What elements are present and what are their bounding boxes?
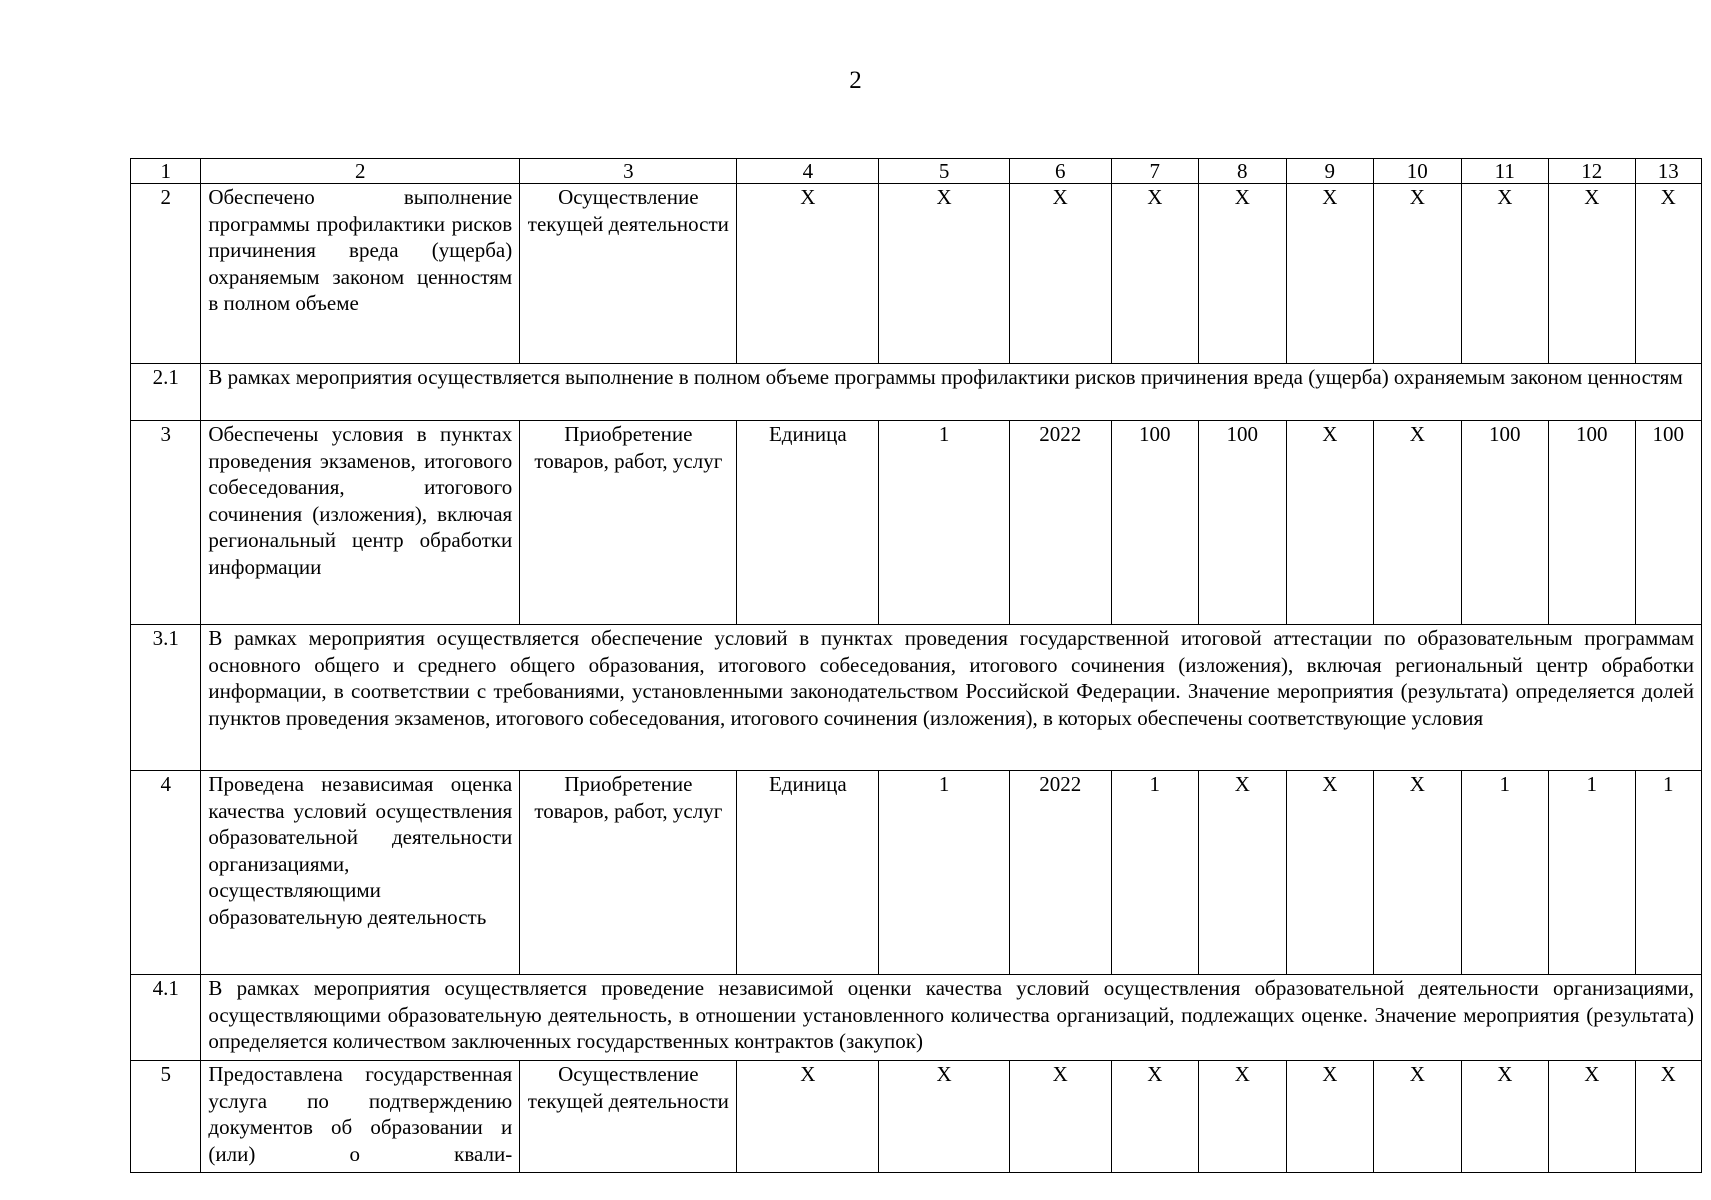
value-cell-col-5: 1 bbox=[879, 421, 1010, 625]
table-header-row bbox=[131, 159, 1702, 184]
value-cell-col-4: Единица bbox=[737, 771, 879, 975]
value-cell-col-9: X bbox=[1286, 421, 1374, 625]
column-number-8: 8 bbox=[1199, 159, 1287, 184]
value-cell-col-10: X bbox=[1374, 1061, 1462, 1173]
value-cell-col-4: X bbox=[737, 184, 879, 364]
value-cell-col-7: 1 bbox=[1111, 771, 1199, 975]
event-description: В рамках мероприятия осуществляется проведение независимой оценки качества условий осуществления образовательной деятельности организациями, осуществляющими образовательную деятельность, в отношении установленного количества организаций, подлежащих оценке. Значение мероприятия (результата) определяется количеством заключенных государственных контрактов (закупок) bbox=[201, 975, 1702, 1061]
column-number-10: 10 bbox=[1374, 159, 1462, 184]
result-type: Осуществление текущей деятельности bbox=[520, 1061, 737, 1173]
value-cell-col-9: X bbox=[1286, 1061, 1374, 1173]
column-number-13: 13 bbox=[1635, 159, 1701, 184]
value-cell-col-5: X bbox=[879, 1061, 1010, 1173]
column-number-7: 7 bbox=[1111, 159, 1199, 184]
value-cell-col-13: X bbox=[1635, 1061, 1701, 1173]
value-cell-col-4: Единица bbox=[737, 421, 879, 625]
description-row bbox=[131, 625, 1702, 771]
value-cell-col-13: X bbox=[1635, 184, 1701, 364]
description-row bbox=[131, 975, 1702, 1061]
column-number-9: 9 bbox=[1286, 159, 1374, 184]
value-cell-col-11: 100 bbox=[1461, 421, 1549, 625]
result-row bbox=[131, 1061, 1702, 1173]
description-row bbox=[131, 364, 1702, 421]
value-cell-col-11: X bbox=[1461, 1061, 1549, 1173]
value-cell-col-8: X bbox=[1199, 771, 1287, 975]
column-number-3: 3 bbox=[520, 159, 737, 184]
result-name: Предоставлена государственная услуга по подтверждению документов об образовании и (или) о квали- bbox=[201, 1061, 520, 1173]
row-number: 4.1 bbox=[131, 975, 201, 1061]
row-number: 2 bbox=[131, 184, 201, 364]
value-cell-col-10: X bbox=[1374, 421, 1462, 625]
event-description: В рамках мероприятия осуществляется выполнение в полном объеме программы профилактики рисков причинения вреда (ущерба) охраняемым законом ценностям bbox=[201, 364, 1702, 421]
result-name: Обеспечены условия в пунктах проведения экзаменов, итогового собеседования, итогового сочинения (изложения), включая региональный центр обработки информации bbox=[201, 421, 520, 625]
result-row bbox=[131, 771, 1702, 975]
value-cell-col-11: X bbox=[1461, 184, 1549, 364]
column-number-11: 11 bbox=[1461, 159, 1549, 184]
value-cell-col-12: X bbox=[1549, 184, 1635, 364]
result-type: Осуществление текущей деятельности bbox=[520, 184, 737, 364]
result-row bbox=[131, 421, 1702, 625]
row-number: 3 bbox=[131, 421, 201, 625]
result-type: Приобретение товаров, работ, услуг bbox=[520, 771, 737, 975]
value-cell-col-6: X bbox=[1009, 184, 1111, 364]
value-cell-col-7: X bbox=[1111, 184, 1199, 364]
value-cell-col-12: 100 bbox=[1549, 421, 1635, 625]
value-cell-col-7: X bbox=[1111, 1061, 1199, 1173]
column-number-2: 2 bbox=[201, 159, 520, 184]
value-cell-col-7: 100 bbox=[1111, 421, 1199, 625]
value-cell-col-10: X bbox=[1374, 771, 1462, 975]
value-cell-col-11: 1 bbox=[1461, 771, 1549, 975]
column-number-4: 4 bbox=[737, 159, 879, 184]
value-cell-col-13: 1 bbox=[1635, 771, 1701, 975]
row-number: 2.1 bbox=[131, 364, 201, 421]
value-cell-col-8: X bbox=[1199, 184, 1287, 364]
value-cell-col-9: X bbox=[1286, 771, 1374, 975]
value-cell-col-9: X bbox=[1286, 184, 1374, 364]
result-type: Приобретение товаров, работ, услуг bbox=[520, 421, 737, 625]
column-number-5: 5 bbox=[879, 159, 1010, 184]
value-cell-col-8: X bbox=[1199, 1061, 1287, 1173]
row-number: 5 bbox=[131, 1061, 201, 1173]
event-description: В рамках мероприятия осуществляется обеспечение условий в пунктах проведения государственной итоговой аттестации по образовательным программам основного общего и среднего общего образования, итогового собеседования, итогового сочинения (изложения), включая региональный центр обработки информации, в соответствии с требованиями, установленными законодательством Российской Федерации. Значение мероприятия (результата) определяется долей пунктов проведения экзаменов, итогового собеседования, итогового сочинения (изложения), в которых обеспечены соответствующие условия bbox=[201, 625, 1702, 771]
value-cell-col-6: 2022 bbox=[1009, 421, 1111, 625]
value-cell-col-12: X bbox=[1549, 1061, 1635, 1173]
result-row bbox=[131, 184, 1702, 364]
value-cell-col-13: 100 bbox=[1635, 421, 1701, 625]
result-name: Проведена независимая оценка качества условий осуществления образовательной деятельности организациями, осуществляющими образовательную деятельность bbox=[201, 771, 520, 975]
result-name: Обеспечено выполнение программы профилактики рисков причинения вреда (ущерба) охраняемым законом ценностям в полном объеме bbox=[201, 184, 520, 364]
value-cell-col-6: 2022 bbox=[1009, 771, 1111, 975]
column-number-12: 12 bbox=[1549, 159, 1635, 184]
row-number: 3.1 bbox=[131, 625, 201, 771]
value-cell-col-10: X bbox=[1374, 184, 1462, 364]
value-cell-col-6: X bbox=[1009, 1061, 1111, 1173]
value-cell-col-4: X bbox=[737, 1061, 879, 1173]
results-table bbox=[130, 158, 1702, 1173]
column-number-6: 6 bbox=[1009, 159, 1111, 184]
value-cell-col-8: 100 bbox=[1199, 421, 1287, 625]
value-cell-col-5: 1 bbox=[879, 771, 1010, 975]
row-number: 4 bbox=[131, 771, 201, 975]
page-number: 2 bbox=[849, 67, 862, 94]
value-cell-col-5: X bbox=[879, 184, 1010, 364]
column-number-1: 1 bbox=[131, 159, 201, 184]
value-cell-col-12: 1 bbox=[1549, 771, 1635, 975]
